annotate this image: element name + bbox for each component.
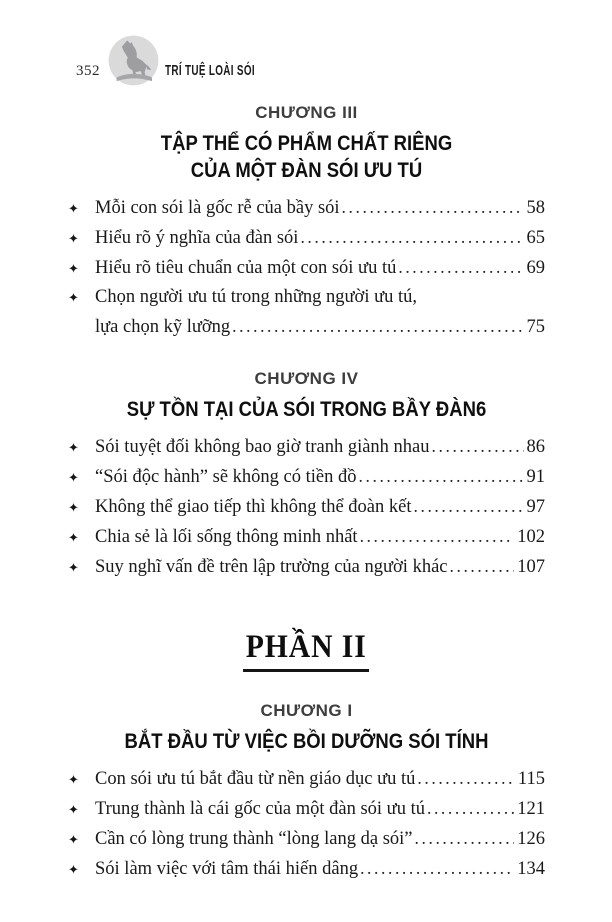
entry-title: Không thể giao tiếp thì không thể đoàn kết xyxy=(95,497,412,517)
book-title: TRÍ TUỆ LOÀI SÓI xyxy=(165,62,255,79)
star-bullet-icon: ✦ xyxy=(68,440,79,455)
star-bullet-icon: ✦ xyxy=(68,201,79,216)
section-chuong-iii xyxy=(68,103,545,342)
entry-title: Sói tuyệt đối không bao giờ tranh giành nhau xyxy=(95,437,430,457)
part-divider xyxy=(68,629,545,672)
entry-page-number: 115 xyxy=(517,769,545,789)
toc-entry xyxy=(68,462,545,492)
entry-page-number: 58 xyxy=(526,198,545,218)
entry-page-number: 91 xyxy=(526,467,545,487)
entry-page-number: 75 xyxy=(526,317,545,337)
chapter-title-line: TẬP THỂ CÓ PHẨM CHẤT RIÊNG xyxy=(160,131,453,155)
star-bullet-icon: ✦ xyxy=(68,772,79,787)
toc-entry xyxy=(68,552,545,582)
dot-leader xyxy=(300,223,523,253)
chapter-title-line: BẮT ĐẦU TỪ VIỆC BỒI DƯỠNG SÓI TÍNH xyxy=(124,729,489,753)
toc-entry xyxy=(68,764,545,794)
section-chuong-i xyxy=(68,701,545,884)
toc-entry xyxy=(68,253,545,283)
wolf-moon-logo-icon xyxy=(107,34,160,87)
entry-page-number: 65 xyxy=(526,228,545,248)
star-bullet-icon: ✦ xyxy=(68,500,79,515)
entry-page-number: 126 xyxy=(517,829,545,849)
part-heading: PHẦN II xyxy=(243,629,369,672)
toc-entry xyxy=(68,824,545,854)
toc-entry xyxy=(68,193,545,223)
star-bullet-icon: ✦ xyxy=(68,530,79,545)
star-bullet-icon: ✦ xyxy=(68,560,79,575)
toc-content xyxy=(0,103,612,884)
entry-page-number: 97 xyxy=(526,497,545,517)
toc-entries xyxy=(68,764,545,884)
toc-entry xyxy=(68,794,545,824)
chapter-title xyxy=(101,728,511,755)
dot-leader xyxy=(360,522,515,552)
chapter-title xyxy=(101,130,511,184)
entry-title: “Sói độc hành” sẽ không có tiền đồ xyxy=(95,467,357,487)
dot-leader xyxy=(450,552,515,582)
star-bullet-icon: ✦ xyxy=(68,470,79,485)
toc-entry xyxy=(68,223,545,253)
dot-leader xyxy=(417,764,515,794)
entry-page-number: 86 xyxy=(526,437,545,457)
dot-leader xyxy=(360,854,514,884)
chapter-label: CHƯƠNG III xyxy=(255,103,358,122)
entry-title: Hiểu rõ ý nghĩa của đàn sói xyxy=(95,228,299,248)
entry-title: Mỗi con sói là gốc rễ của bầy sói xyxy=(95,198,340,218)
chapter-title xyxy=(101,396,511,423)
toc-entry xyxy=(68,432,545,462)
star-bullet-icon: ✦ xyxy=(68,261,79,276)
entry-page-number: 102 xyxy=(517,527,545,547)
dot-leader xyxy=(342,193,524,223)
dot-leader xyxy=(432,432,524,462)
entry-title: Con sói ưu tú bắt đầu từ nền giáo dục ưu tú xyxy=(95,769,416,789)
toc-entry xyxy=(68,854,545,884)
entry-title-continued: lựa chọn kỹ lưỡng xyxy=(95,317,231,337)
toc-entry xyxy=(68,492,545,522)
entry-page-number: 107 xyxy=(517,557,545,577)
entry-title: Chia sẻ là lối sống thông minh nhất xyxy=(95,527,358,547)
toc-entry xyxy=(68,522,545,552)
chapter-title-line: CỦA MỘT ĐÀN SÓI ƯU TÚ xyxy=(190,158,423,182)
page-header xyxy=(76,34,612,87)
entry-page-number: 69 xyxy=(526,258,545,278)
entry-title: Cần có lòng trung thành “lòng lang dạ sói” xyxy=(95,829,413,849)
dot-leader xyxy=(232,312,523,342)
page-number: 352 xyxy=(76,63,100,79)
entry-title: Sói làm việc với tâm thái hiến dâng xyxy=(95,859,359,879)
star-bullet-icon: ✦ xyxy=(68,832,79,847)
dot-leader xyxy=(427,794,514,824)
entry-title: Suy nghĩ vấn đề trên lập trường của người khác xyxy=(95,557,448,577)
star-bullet-icon: ✦ xyxy=(68,802,79,817)
toc-entry xyxy=(68,283,545,342)
star-bullet-icon: ✦ xyxy=(68,231,79,246)
chapter-title-line: SỰ TỒN TẠI CỦA SÓI TRONG BẦY ĐÀN6 xyxy=(126,397,487,421)
dot-leader xyxy=(415,824,515,854)
entry-title: Trung thành là cái gốc của một đàn sói ưu tú xyxy=(95,799,425,819)
chapter-label: CHƯƠNG IV xyxy=(254,369,359,388)
entry-title: Hiểu rõ tiêu chuẩn của một con sói ưu tú xyxy=(95,258,397,278)
star-bullet-icon: ✦ xyxy=(68,290,79,305)
dot-leader xyxy=(414,492,524,522)
toc-entries xyxy=(68,193,545,342)
entry-page-number: 121 xyxy=(517,799,545,819)
section-chuong-iv xyxy=(68,369,545,582)
entry-title: Chọn người ưu tú trong những người ưu tú, xyxy=(95,287,418,307)
dot-leader xyxy=(359,462,524,492)
star-bullet-icon: ✦ xyxy=(68,862,79,877)
dot-leader xyxy=(398,253,523,283)
chapter-label: CHƯƠNG I xyxy=(260,701,353,720)
entry-page-number: 134 xyxy=(517,859,545,879)
toc-entries xyxy=(68,432,545,582)
